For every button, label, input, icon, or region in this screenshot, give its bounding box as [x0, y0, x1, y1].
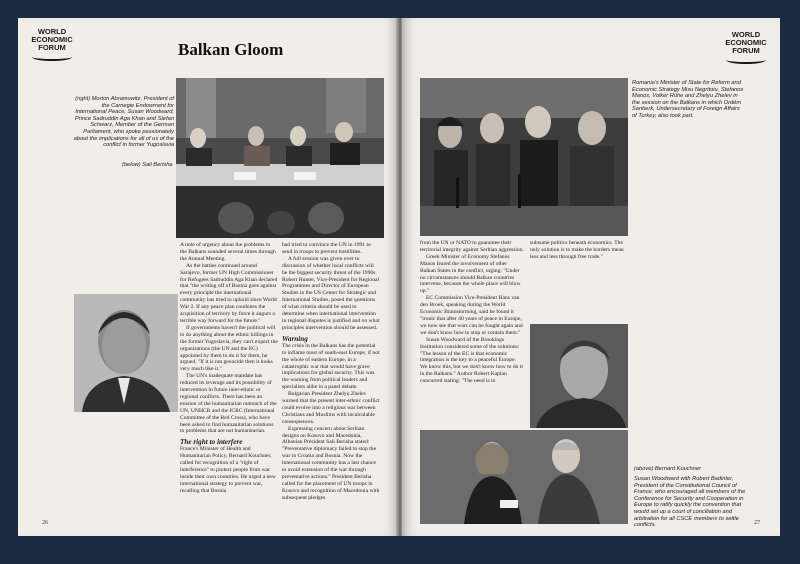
photo-caption-berisha: (below) Sali Berisha	[122, 162, 173, 168]
photo-panel-speakers	[176, 78, 384, 238]
photo-bernard-kouchner	[530, 324, 628, 428]
logo-line: WORLD	[37, 27, 67, 36]
paragraph: from the UN or NATO to guarantee their territorial integrity against Serbian aggression.	[420, 240, 524, 253]
logo-line: FORUM	[38, 43, 66, 52]
article-column-4	[530, 240, 628, 261]
section-heading: Warning	[282, 334, 308, 343]
photo-woodward-badinter	[420, 430, 628, 524]
page-number: 26	[42, 520, 48, 526]
paragraph: A note of urgency about the problems in the Balkans sounded several times through the Annual Meeting.	[180, 242, 276, 262]
paragraph: France's Minister of Health and Humanitarian Policy, Bernard Kouchner, called for recognition of a "right of interference" to protect people from war inside their own countries. He urged a new international strategy to prevent war, recalling that Bosnia	[180, 446, 276, 494]
paragraph: The UN's inadequate mandate has reduced its leverage and its possibility of intervention in future inter-ethnic or regional conflicts. There has been an erosion of the humanitarian outreach of the UN, UNHCR and the ICRC (International Committee of the Red Cross), who have been asked to find humanitarian solutions to problems that are not humanitarian.	[180, 373, 277, 435]
right-page	[402, 18, 780, 536]
world-economic-forum-logo	[30, 28, 74, 61]
paragraph: The crisis in the Balkans has the potential to inflame most of south-east Europe, if not the whole of eastern Europe, in a catastrophic war that would have grave implications for global security. This was the warning from political leaders and specialists alike in a panel debate.	[282, 342, 380, 391]
article-title: Balkan Gloom	[178, 40, 284, 59]
paragraph: If governments haven't the political will to do anything about the ethnic killings in the former Yugoslavia, they can't expect the organizations (the UN and the EC) appointed by them to do it for them, he argued. "If it is not genocide then it looks very much like it."	[180, 324, 278, 373]
page-number: 27	[754, 520, 760, 526]
logo-arc-icon	[32, 53, 72, 61]
article-column-3	[420, 240, 524, 385]
photo-caption-session: Romania's Minister of State for Reform and Economic Strategy Misu Negritoiu, Stefanos Manos, Volker Rühe and Zhelyu Zhelev in the session on the Balkans in which Ordém Sanberk, Undersecretary of Foreign Affairs of Turkey, also took part.	[632, 80, 744, 119]
logo-line: FORUM	[732, 46, 760, 55]
paragraph: Susan Woodward of the Brookings Institution considered some of the solutions: "The lesson of the EC is that economic integration is the key to a peaceful Europe. We know this, but we don't know how to do it in the Balkans." Author Robert Kaplan concurred stating: "The need is to	[420, 336, 523, 385]
world-economic-forum-logo	[722, 31, 770, 64]
paragraph: As the battles continued around Sarajevo, former UN High Commissioner for Refugees Sadruddin Aga Khan declared that "the writing off of Bosnia goes against every principle the international community has tried to uphold since World War 2. If any peace plan condones the acquisition of territory by force it augurs a terrible way forward for the future."	[180, 262, 278, 324]
paragraph: had tried to convince the UN in 1991 to send in troops to prevent hostilities.	[282, 242, 371, 255]
logo-line: WORLD	[731, 30, 761, 39]
photo-balkans-session	[420, 78, 628, 236]
photo-caption-kouchner: (above) Bernard Kouchner	[634, 466, 702, 472]
paragraph: Greek Minister of Economy Stefanos Manos feared the involvement of other Balkan States in the conflict, urging: "Under no circumstances should Balkan countries intervene, because the whole place will blow up."	[420, 253, 521, 295]
logo-line: ECONOMIC	[725, 38, 767, 47]
article-column-1	[180, 242, 278, 495]
paragraph: EC Commission Vice-President Hans van den Broek, speaking during the World Economic Brainstorming, said he found it "ironic that after 40 years of peace in Europe, we now see that wars can be fought again and we don't know how to stop or contain them."	[420, 295, 523, 336]
paragraph: A full session was given over to discussion of whether local conflicts will be the biggest security threat of the 1990s. Robert Hunter, Vice-President for Regional Programmes and Director of European Studies in the US Center for Strategic and International Studies, posed the questions of what criteria should be used to determine when international intervention in regional disputes is justified and on what principles intervention should be assessed.	[282, 255, 380, 331]
photo-caption-woodward-badinter: Susan Woodward with Robert Badinter, President of the Constitutional Council of France, who encouraged all members of the Conference for Security and Cooperation in Europe to ratify quickly the convention that would set up a court of conciliation and arbitration for all CSCE members to settle conflicts.	[634, 476, 746, 529]
photo-caption-panel: (right) Morton Abramowitz, President of the Carnegie Endowment for International Peace, Susan Woodward, Prince Sadruddin Aga Khan and Stefan Schwarz, Member of the German Parliament, who spoke passionately about the implications for all of us of the conflict in former Yugoslavia	[73, 96, 174, 149]
article-column-2	[282, 242, 380, 502]
logo-line: ECONOMIC	[31, 35, 73, 44]
photo-sali-berisha	[74, 294, 178, 412]
paragraph: subsume politics beneath economics. The only solution is to make the borders mean less and less through free trade."	[530, 240, 624, 260]
section-heading: The right to interfere	[180, 438, 243, 447]
left-page	[18, 18, 398, 536]
logo-arc-icon	[726, 56, 766, 64]
paragraph: Expressing concern about Serbian designs on Kosovo and Macedonia, Albanian President Sali Berisha stated: "Preventative diplomacy failed to stop the war in Croatia and Bosnia. Now the international community has a last chance to avoid extension of the war through preventative actions." President Berisha called for the placement of UN troops in Kosovo and recognition of Macedonia with subsequent pledges	[282, 425, 380, 501]
paragraph: Bulgarian President Zhelyu Zhelev warned that the present inter-ethnic conflict could evolve into a religious war between Christians and Muslims with incalculable consequences.	[282, 391, 380, 425]
